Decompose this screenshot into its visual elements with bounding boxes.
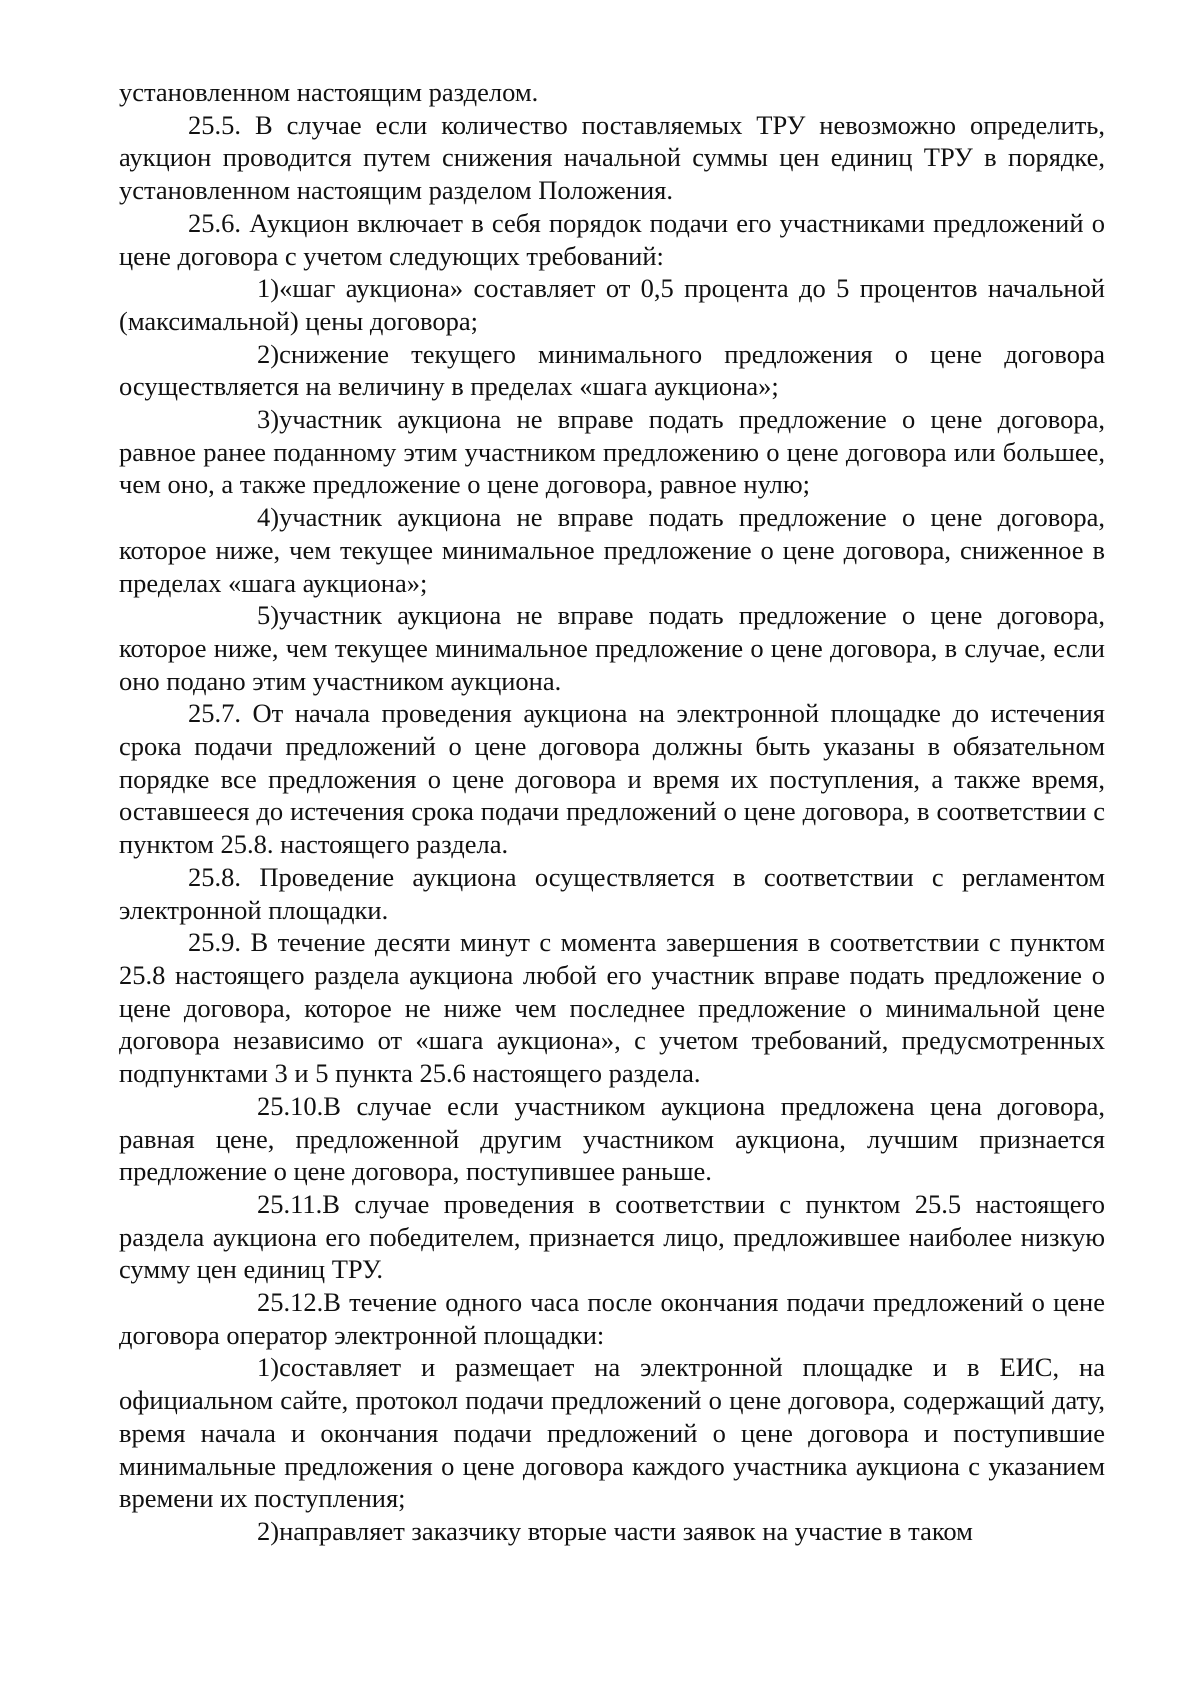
list-number: 2): [257, 1515, 280, 1546]
list-item-text: составляет и размещает на электронной площадке и в ЕИС, на официальном сайте, протокол подачи предложений о цене договора, содержащий дату, время начала и окончания подачи предложений о цене договора и поступившие минимальные предложения о цене договора каждого участника аукциона с указанием времени их поступления;: [119, 1352, 1105, 1514]
paragraph-25-6: 25.6. Аукцион включает в себя порядок подачи его участниками предложений о цене договора с учетом следующих требований:: [119, 207, 1105, 271]
clause-number: 25.10.: [257, 1090, 324, 1121]
paragraph-25-8: 25.8. Проведение аукциона осуществляется в соответствии с регламентом электронной площадки.: [119, 861, 1105, 925]
paragraph-25-5: 25.5. В случае если количество поставляемых ТРУ невозможно определить, аукцион проводится путем снижения начальной суммы цен единиц ТРУ в порядке, установленном настоящим разделом Положения.: [119, 109, 1105, 206]
list-item-1: [119, 272, 1105, 337]
list-number: 3): [257, 404, 280, 435]
paragraph-25-7: 25.7. От начала проведения аукциона на электронной площадке до истечения срока подачи предложений о цене договора должны быть указаны в обязательном порядке все предложения о цене договора и время их поступления, а также время, оставшееся до истечения срока подачи предложений о цене договора, в соответствии с пунктом 25.8. настоящего раздела.: [119, 698, 1105, 860]
list-item-3: [119, 403, 1105, 501]
list-number: 4): [257, 502, 280, 533]
paragraph-25-12: [119, 1286, 1105, 1351]
paragraph-25-9: 25.9. В течение десяти минут с момента завершения в соответствии с пунктом 25.8 настоящего раздела аукциона любой его участник вправе подать предложение о цене договора, которое не ниже чем последнее предложение о минимальной цене договора независимо от «шага аукциона», с учетом требований, предусмотренных подпунктами 3 и 5 пункта 25.6 настоящего раздела.: [119, 927, 1105, 1089]
clause-text: В случае если участником аукциона предложена цена договора, равная цене, предложенной другим участником аукциона, лучшим признается предложение о цене договора, поступившее раньше.: [119, 1090, 1105, 1187]
document-body: [119, 76, 1105, 1548]
sub-item-1: [119, 1351, 1105, 1515]
list-number: 2): [257, 338, 280, 369]
list-item-text: «шаг аукциона» составляет от 0,5 процента до 5 процентов начальной (максимальной) цены договора;: [119, 273, 1105, 336]
paragraph-25-11: [119, 1188, 1105, 1286]
list-item-text: участник аукциона не вправе подать предложение о цене договора, которое ниже, чем текущее минимальное предложение о цене договора, в случае, если оно подано этим участником аукциона.: [119, 600, 1105, 696]
list-item-2: [119, 338, 1105, 403]
clause-number: 25.11.: [257, 1188, 323, 1219]
clause-number: 25.12.: [257, 1287, 324, 1318]
list-item-text: направляет заказчику вторые части заявок на участие в таком: [279, 1515, 973, 1546]
paragraph: установленном настоящим разделом.: [119, 77, 539, 107]
paragraph-25-10: [119, 1090, 1105, 1188]
list-number: 5): [257, 600, 280, 631]
list-item-text: участник аукциона не вправе подать предложение о цене договора, равное ранее поданному этим участником предложению о цене договора или большее, чем оно, а также предложение о цене договора, равное нулю;: [119, 404, 1105, 500]
clause-text: В течение одного часа после окончания подачи предложений о цене договора оператор электронной площадки:: [119, 1287, 1105, 1350]
clause-text: В случае проведения в соответствии с пунктом 25.5 настоящего раздела аукциона его победителем, признается лицо, предложившее наиболее низкую сумму цен единиц ТРУ.: [119, 1188, 1105, 1285]
list-item-4: [119, 501, 1105, 599]
list-item-5: [119, 599, 1105, 697]
sub-item-2: [119, 1515, 1105, 1548]
list-item-text: участник аукциона не вправе подать предложение о цене договора, которое ниже, чем текущее минимальное предложение о цене договора, сниженное в пределах «шага аукциона»;: [119, 502, 1105, 598]
list-number: 1): [257, 1352, 280, 1383]
list-item-text: снижение текущего минимального предложения о цене договора осуществляется на величину в пределах «шага аукциона»;: [119, 338, 1105, 402]
list-number: 1): [257, 273, 280, 304]
